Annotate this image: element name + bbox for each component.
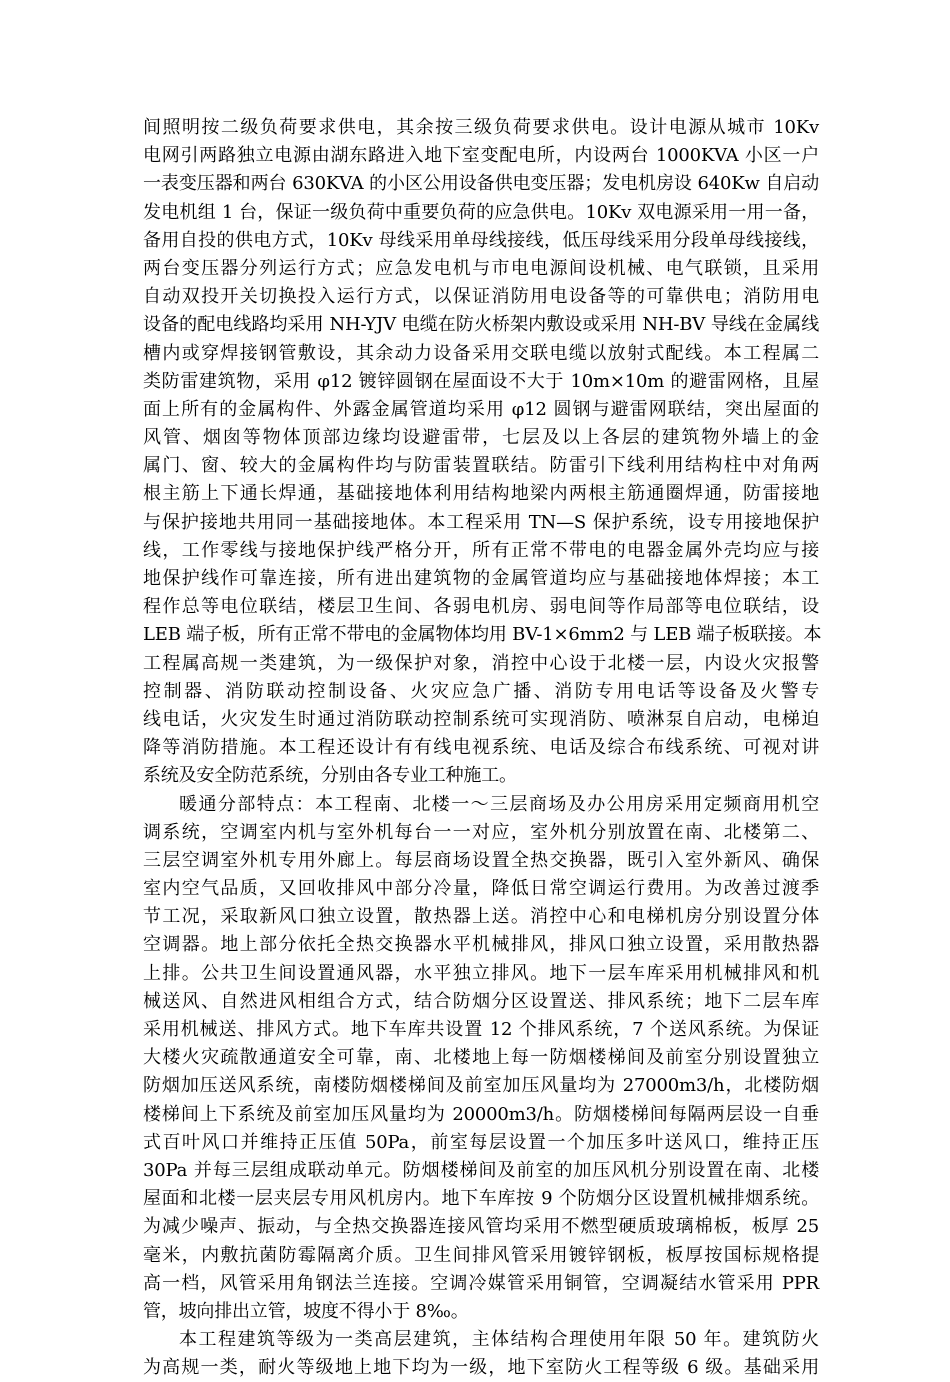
text-line: 设备的配电线路均采用 NH-YJV 电缆在防火桥架内敷设或采用 NH-BV 导线在金属线 xyxy=(143,314,819,336)
text-line: 屋面和北楼一层夹层专用风机房内。地下车库按 9 个防烟分区设置机械排烟系统。 xyxy=(143,1188,819,1210)
text-line: 为减少噪声、振动，与全热交换器连接风管均采用不燃型硬质玻璃棉板，板厚 25 xyxy=(143,1216,819,1238)
text-line: 自动双投开关切换投入运行方式，以保证消防用电设备等的可靠供电；消防用电 xyxy=(143,286,819,308)
text-line: 系统及安全防范系统，分别由各专业工种施工。 xyxy=(143,765,517,787)
text-line: 发电机组 1 台，保证一级负荷中重要负荷的应急供电。10Kv 双电源采用一用一备， xyxy=(143,201,819,223)
text-line: 间照明按二级负荷要求供电，其余按三级负荷要求供电。设计电源从城市 10Kv xyxy=(143,117,819,138)
text-line: 地保护线作可靠连接，所有进出建筑物的金属管道均应与基础接地体焊接；本工 xyxy=(143,568,819,589)
text-line: 根主筋上下通长焊通，基础接地体利用结构地梁内两根主筋通圈焊通，防雷接地 xyxy=(143,483,819,505)
text-line: 高一档，风管采用角钢法兰连接。空调冷媒管采用铜管，空调凝结水管采用 PPR xyxy=(143,1272,819,1294)
text-line: 管，坡向排出立管，坡度不得小于 8‰。 xyxy=(143,1300,469,1322)
text-line: 调系统，空调室内机与室外机每台一一对应，室外机分别放置在南、北楼第二、 xyxy=(143,821,819,843)
text-line: 三层空调室外机专用外廊上。每层商场设置全热交换器，既引入室外新风、确保 xyxy=(143,849,819,871)
text-line: 电网引两路独立电源由湖东路进入地下室变配电所，内设两台 1000KVA 小区一户 xyxy=(143,145,819,167)
text-line: 备用自投的供电方式，10Kv 母线采用单母线接线，低压母线采用分段单母线接线， xyxy=(143,229,819,251)
text-line: 上排。公共卫生间设置通风器，水平独立排风。地下一层车库采用机械排风和机 xyxy=(143,962,819,984)
text-line: 类防雷建筑物，采用 φ12 镀锌圆钢在屋面设不大于 10m×10m 的避雷网格，且屋 xyxy=(143,370,819,392)
text-line: 为高规一类，耐火等级地上地下均为一级，地下室防火工程等级 6 级。基础采用 xyxy=(143,1357,819,1379)
paragraph-hvac xyxy=(143,791,819,1327)
text-line: 毫米，内敷抗菌防霉隔离介质。卫生间排风管采用镀锌钢板，板厚按国标规格提 xyxy=(143,1244,819,1266)
text-line: 室内空气品质，又回收排风中部分冷量，降低日常空调运行费用。为改善过渡季 xyxy=(143,878,819,900)
text-line: 节工况，采取新风口独立设置，散热器上送。消控中心和电梯机房分别设置分体 xyxy=(143,906,819,928)
text-line: 风管、烟囱等物体顶部边缘均设避雷带，七层及以上各层的建筑物外墙上的金 xyxy=(143,427,819,449)
text-line: 槽内或穿焊接钢管敷设，其余动力设备采用交联电缆以放射式配线。本工程属二 xyxy=(143,342,819,364)
text-line: 本工程建筑等级为一类高层建筑，主体结构合理使用年限 50 年。建筑防火 xyxy=(179,1329,819,1351)
text-line: 采用机械送、排风方式。地下车库共设置 12 个排风系统，7 个送风系统。为保证 xyxy=(143,1019,819,1040)
text-line: 两台变压器分列运行方式；应急发电机与市电电源间设机械、电气联锁，且采用 xyxy=(143,257,819,279)
text-line: 面上所有的金属构件、外露金属管道均采用 φ12 圆钢与避雷网联结，突出屋面的 xyxy=(143,398,819,420)
body-text xyxy=(143,114,822,1382)
text-line: LEB 端子板，所有正常不带电的金属物体均用 BV-1×6mm2 与 LEB 端子板联接。本 xyxy=(143,624,822,646)
text-line: 一表变压器和两台 630KVA 的小区公用设备供电变压器；发电机房设 640Kw 自启动 xyxy=(143,173,819,195)
text-line: 空调器。地上部分依托全热交换器水平机械排风，排风口独立设置，采用散热器 xyxy=(143,934,819,956)
text-line: 线电话，火灾发生时通过消防联动控制系统可实现消防、喷淋泵自启动，电梯迫 xyxy=(143,708,819,730)
text-line: 降等消防措施。本工程还设计有有线电视系统、电话及综合布线系统、可视对讲 xyxy=(143,737,819,759)
text-line: 式百叶风口并维持正压值 50Pa，前室每层设置一个加压多叶送风口，维持正压 xyxy=(143,1131,819,1153)
text-line: 30Pa 并每三层组成联动单元。防烟楼梯间及前室的加压风机分别设置在南、北楼 xyxy=(143,1159,819,1181)
text-line: 与保护接地共用同一基础接地体。本工程采用 TN—S 保护系统，设专用接地保护 xyxy=(143,511,819,533)
text-line: 程作总等电位联结，楼层卫生间、各弱电机房、弱电间等作局部等电位联结，设 xyxy=(143,596,819,618)
text-line: 防烟加压送风系统，南楼防烟楼梯间及前室加压风量均为 27000m3/h，北楼防烟 xyxy=(143,1075,819,1097)
paragraph-building xyxy=(143,1326,819,1382)
text-line: 楼梯间上下系统及前室加压风量均为 20000m3/h。防烟楼梯间每隔两层设一自垂 xyxy=(143,1103,819,1125)
text-line: 工程属高规一类建筑，为一级保护对象，消控中心设于北楼一层，内设火灾报警 xyxy=(143,652,819,674)
text-line: 属门、窗、较大的金属构件均与防雷装置联结。防雷引下线利用结构柱中对角两 xyxy=(143,455,819,477)
text-line: 大楼火灾疏散通道安全可靠，南、北楼地上每一防烟楼梯间及前室分别设置独立 xyxy=(143,1047,819,1069)
text-line: 线，工作零线与接地保护线严格分开，所有正常不带电的电器金属外壳均应与接 xyxy=(143,539,819,561)
text-line: 暖通分部特点：本工程南、北楼一～三层商场及办公用房采用定频商用机空 xyxy=(179,793,819,815)
paragraph-electrical xyxy=(143,114,822,791)
text-line: 控制器、消防联动控制设备、火灾应急广播、消防专用电话等设备及火警专 xyxy=(143,680,819,702)
text-line: 械送风、自然进风相组合方式，结合防烟分区设置送、排风系统；地下二层车库 xyxy=(143,990,819,1012)
